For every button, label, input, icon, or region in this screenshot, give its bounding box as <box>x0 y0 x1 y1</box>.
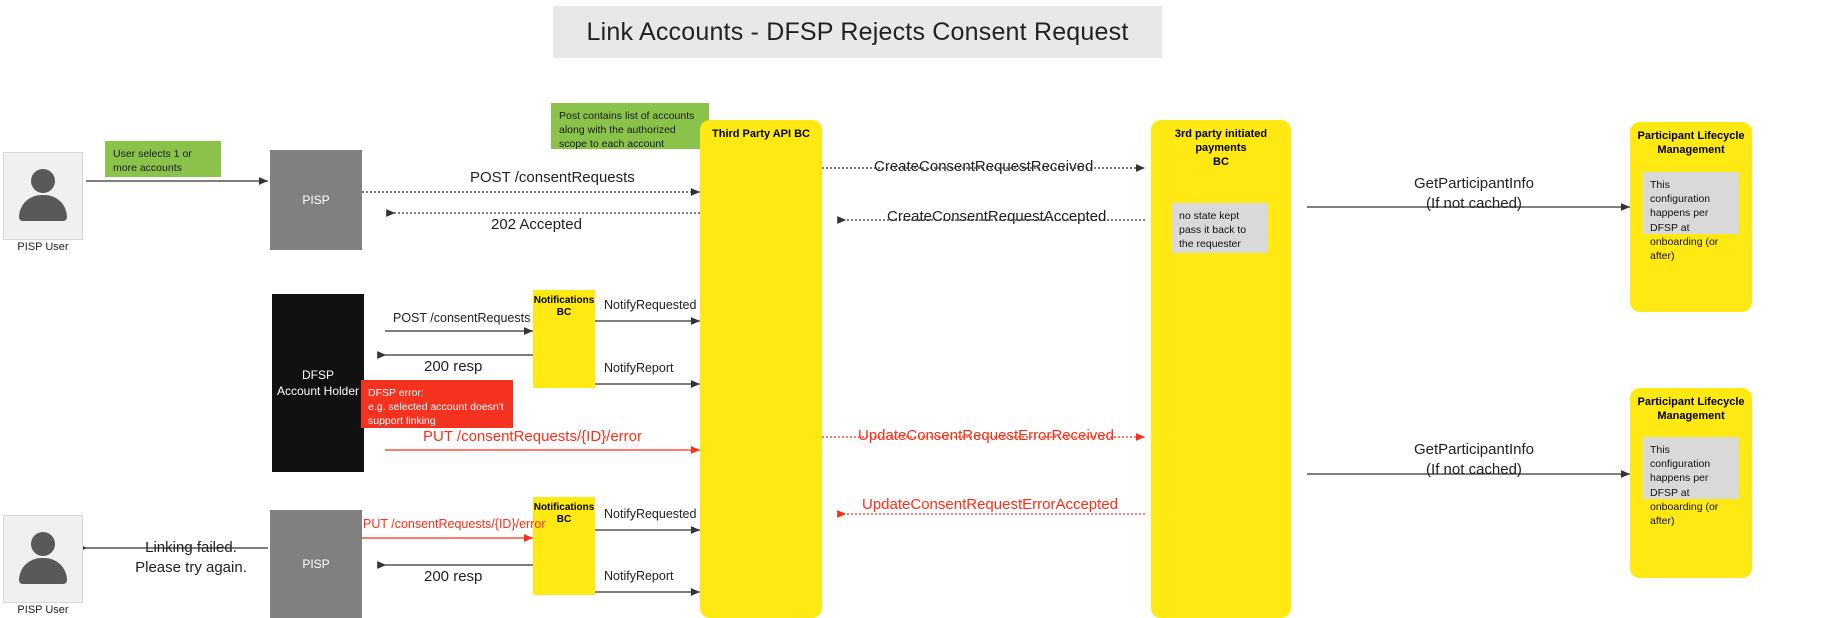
note-plm-config-top: This configuration happens per DFSP at onboarding (or after) <box>1643 172 1739 234</box>
plm-top-label-line1: Participant Lifecycle <box>1637 130 1745 142</box>
lifeline-notifications-bc-top <box>533 290 595 388</box>
plm-bottom-label-line1: Participant Lifecycle <box>1637 396 1745 408</box>
person-icon <box>31 532 55 556</box>
msg-get-participant-info-top <box>1374 174 1574 215</box>
msg-get-participant-info-top-line2: (If not cached) <box>1426 195 1522 213</box>
notifications-bc-bottom-line2: BC <box>556 514 572 525</box>
lifeline-dfsp-label-line2: Account Holder <box>276 384 360 398</box>
notifications-bc-top-line2: BC <box>556 307 572 318</box>
note-plm-config-bottom: This configuration happens per DFSP at onboarding (or after) <box>1643 437 1739 499</box>
notifications-bc-bottom-line1: Notifications <box>533 502 595 513</box>
msg-put-consent-requests-error-2: PUT /consentRequests/{ID}/error <box>363 517 546 531</box>
msg-put-consent-requests-error-1: PUT /consentRequests/{ID}/error <box>423 428 642 445</box>
lifeline-3pp-bc-label-line2: BC <box>1213 155 1229 168</box>
note-dfsp-error <box>361 380 513 428</box>
msg-update-consent-request-error-accepted: UpdateConsentRequestErrorAccepted <box>862 496 1118 513</box>
lifeline-pisp-bottom <box>270 510 362 618</box>
msg-post-consent-requests-2: POST /consentRequests <box>393 311 531 325</box>
note-dfsp-error-line1: DFSP error: <box>368 387 424 399</box>
actor-label-pisp-user-bottom: PISP User <box>17 604 69 616</box>
lifeline-third-party-payments-bc <box>1151 120 1291 618</box>
msg-linking-failed-line2: Please try again. <box>135 559 247 577</box>
msg-linking-failed-line1: Linking failed. <box>145 539 237 556</box>
msg-get-participant-info-bottom-line1: GetParticipantInfo <box>1413 441 1535 458</box>
lifeline-pisp-top-label: PISP <box>302 193 330 207</box>
actor-label-pisp-user-top: PISP User <box>17 241 69 253</box>
lifeline-dfsp <box>272 294 364 472</box>
person-body-icon <box>19 195 67 221</box>
title-bar <box>553 6 1162 58</box>
note-user-selects: User selects 1 or more accounts <box>105 141 221 177</box>
note-post-contains: Post contains list of accounts along with the authorized scope to each account <box>551 103 709 149</box>
lifeline-3pp-bc-label-line1: 3rd party initiated payments <box>1174 128 1268 154</box>
msg-linking-failed <box>126 538 256 579</box>
msg-get-participant-info-bottom-line2: (If not cached) <box>1426 461 1522 479</box>
msg-notify-requested-2: NotifyRequested <box>604 507 697 521</box>
page-title: Link Accounts - DFSP Rejects Consent Request <box>586 17 1129 46</box>
msg-200-resp-1: 200 resp <box>424 358 483 375</box>
notifications-bc-top-line1: Notifications <box>533 295 595 306</box>
avatar <box>3 152 83 253</box>
note-dfsp-error-line2: e.g. selected account doesn't <box>368 401 504 414</box>
msg-update-consent-request-error-received: UpdateConsentRequestErrorReceived <box>858 427 1114 444</box>
person-icon <box>31 169 55 193</box>
plm-bottom-label-line2: Management <box>1657 409 1725 422</box>
msg-get-participant-info-bottom <box>1374 440 1574 481</box>
msg-notify-report-1: NotifyReport <box>604 361 674 375</box>
lifeline-third-party-api-bc <box>700 120 822 618</box>
lifeline-third-party-api-bc-label: Third Party API BC <box>712 128 810 140</box>
msg-notify-report-2: NotifyReport <box>604 569 674 583</box>
msg-create-consent-request-accepted: CreateConsentRequestAccepted <box>887 208 1107 225</box>
plm-top-label-line2: Management <box>1657 143 1725 156</box>
lifeline-pisp-bottom-label: PISP <box>302 557 330 571</box>
avatar-bottom <box>3 515 83 616</box>
msg-post-consent-requests-1: POST /consentRequests <box>470 169 635 186</box>
person-body-icon <box>19 558 67 584</box>
lifeline-dfsp-label-line1: DFSP <box>301 367 334 382</box>
note-dfsp-error-line3: support linking <box>368 415 436 428</box>
msg-202-accepted: 202 Accepted <box>491 216 582 233</box>
msg-get-participant-info-top-line1: GetParticipantInfo <box>1413 175 1535 192</box>
msg-200-resp-2: 200 resp <box>424 568 483 585</box>
lifeline-pisp-top <box>270 150 362 250</box>
msg-notify-requested-1: NotifyRequested <box>604 298 697 312</box>
note-no-state-kept: no state kept pass it back to the requester <box>1172 203 1268 253</box>
msg-create-consent-request-received: CreateConsentRequestReceived <box>874 158 1094 175</box>
lifeline-notifications-bc-bottom <box>533 497 595 595</box>
